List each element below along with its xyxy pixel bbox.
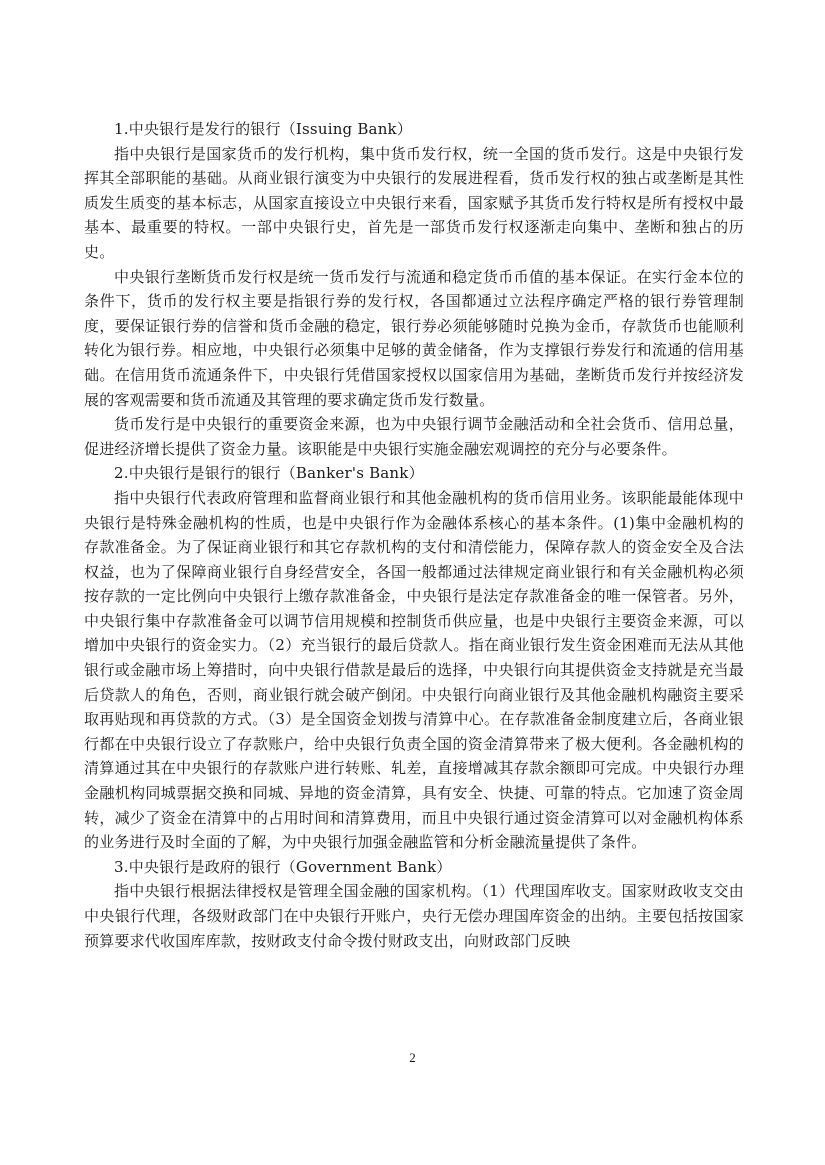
section-heading-bankers-bank: 2.中央银行是银行的银行（Banker's Bank） bbox=[114, 464, 424, 483]
paragraph: 货币发行是中央银行的重要资金来源，也为中央银行调节金融活动和全社会货币、信用总量，促进经济增长提供了资金力量。该职能是中央银行实施金融宏观调控的充分与必要条件。 bbox=[84, 415, 744, 458]
section-heading-issuing-bank: 1.中央银行是发行的银行（Issuing Bank） bbox=[114, 120, 413, 138]
document-body bbox=[84, 117, 744, 953]
paragraph: 指中央银行是国家货币的发行机构，集中货币发行权，统一全国的货币发行。这是中央银行发挥其全部职能的基础。从商业银行演变为中央银行的发展进程看，货币发行权的独占或垄断是其性质发生质变的基本标志，从国家直接设立中央银行来看，国家赋予其货币发行特权是所有授权中最基本、最重要的特权。一部中央银行史，首先是一部货币发行权逐渐走向集中、垄断和独占的历史。 bbox=[84, 144, 744, 261]
paragraph: 指中央银行根据法律授权是管理全国金融的国家机构。（1）代理国库收支。国家财政收支交由中央银行代理，各级财政部门在中央银行开账户，央行无偿办理国库资金的出纳。主要包括按国家预算要求代收国库库款，按财政支付命令拨付财政支出，向财政部门反映 bbox=[84, 882, 744, 950]
section-heading-government-bank: 3.中央银行是政府的银行（Government Bank） bbox=[114, 857, 452, 876]
paragraph: 中央银行垄断货币发行权是统一货币发行与流通和稳定货币币值的基本保证。在实行金本位的条件下，货币的发行权主要是指银行券的发行权，各国都通过立法程序确定严格的银行券管理制度，要保证银行券的信誉和货币金融的稳定，银行券必须能够随时兑换为金币，存款货币也能顺利转化为银行券。相应地，中央银行必须集中足够的黄金储备，作为支撑银行券发行和流通的信用基础。在信用货币流通条件下，中央银行凭借国家授权以国家信用为基础，垄断货币发行并按经济发展的客观需要和货币流通及其管理的要求确定货币发行数量。 bbox=[84, 267, 744, 409]
paragraph: 指中央银行代表政府管理和监督商业银行和其他金融机构的货币信用业务。该职能最能体现中央银行是特殊金融机构的性质，也是中央银行作为金融体系核心的基本条件。(1)集中金融机构的存款准备金。为了保证商业银行和其它存款机构的支付和清偿能力，保障存款人的资金安全及合法权益，也为了保障商业银行自身经营安全，各国一般都通过法律规定商业银行和有关金融机构必须按存款的一定比例向中央银行上缴存款准备金，中央银行是法定存款准备金的唯一保管者。另外，中央银行集中存款准备金可以调节信用规模和控制货币供应量，也是中央银行主要资金来源，可以增加中央银行的资金实力。（2）充当银行的最后贷款人。指在商业银行发生资金困难而无法从其他银行或金融市场上筹措时，向中央银行借款是最后的选择，中央银行向其提供资金支持就是充当最后贷款人的角色，否则，商业银行就会破产倒闭。中央银行向商业银行及其他金融机构融资主要采取再贴现和再贷款的方式。（3）是全国资金划拨与清算中心。在存款准备金制度建立后，各商业银行都在中央银行设立了存款账户，给中央银行负责全国的资金清算带来了极大便利。各金融机构的清算通过其在中央银行的存款账户进行转账、轧差，直接增减其存款余额即可完成。中央银行办理金融机构同城票据交换和同城、异地的资金清算，具有安全、快捷、可靠的特点。它加速了资金周转，减少了资金在清算中的占用时间和清算费用，而且中央银行通过资金清算可以对金融机构体系的业务进行及时全面的了解，为中央银行加强金融监管和分析金融流量提供了条件。 bbox=[84, 488, 744, 852]
page-number: 2 bbox=[409, 1050, 416, 1065]
